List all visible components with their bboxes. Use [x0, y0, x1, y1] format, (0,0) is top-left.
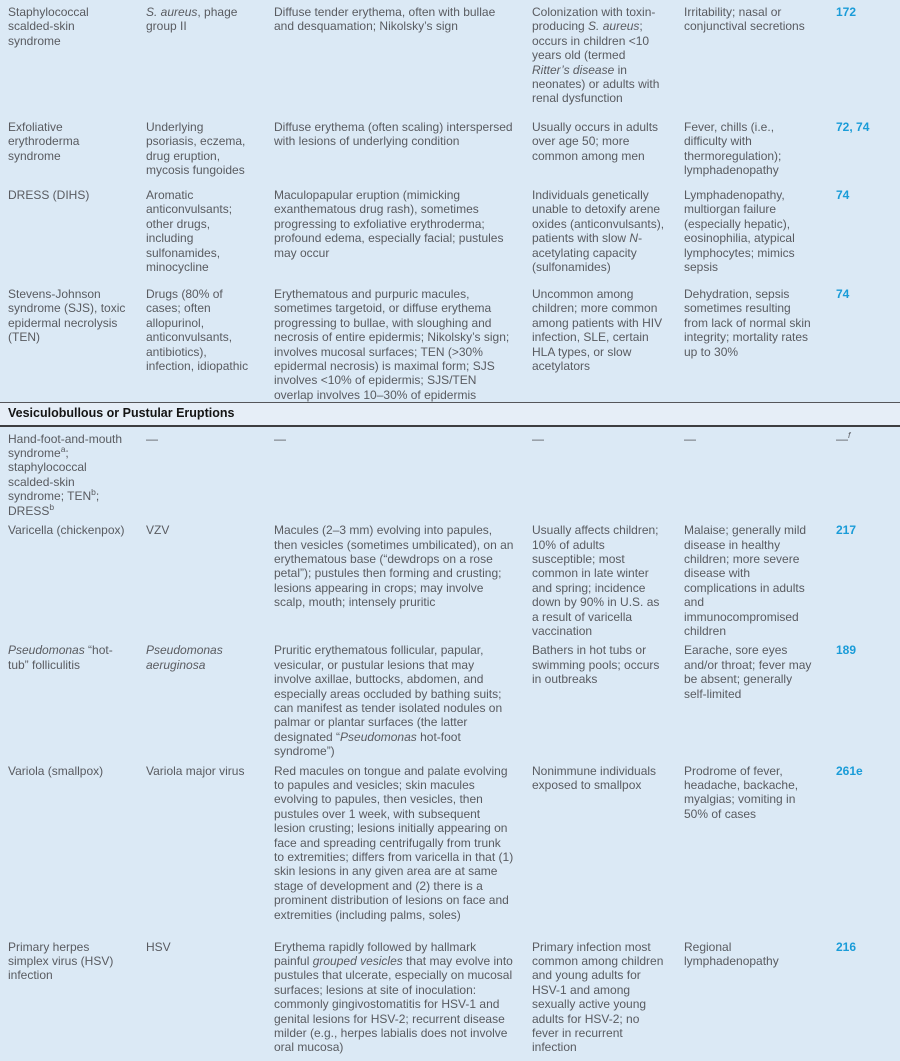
- table-row: [0, 426, 900, 518]
- etiology-cell: Aromatic anticonvulsants; other drugs, including sulfonamides, minocycline: [146, 188, 233, 275]
- population-cell: Usually affects children; 10% of adults susceptible; most common in late winter and spring; incidence down by 90% in U.S. as a result of varicella vaccination: [532, 523, 660, 638]
- disease-cell: Stevens-Johnson syndrome (SJS), toxic epidermal necrolysis (TEN): [8, 287, 126, 345]
- description-cell: Pruritic erythematous follicular, papular, vesicular, or pustular lesions that may involve axillae, buttocks, abdomen, and especially areas occluded by bathing suits; can manifest as tender isolated nodules on palmar or plantar surfaces (the latter designated “Pseudomonas hot-foot syndrome”): [274, 643, 503, 759]
- population-cell: Uncommon among children; more common among patients with HIV infection, SLE, certain HLA types, or slow acetylators: [532, 287, 663, 374]
- description-cell: Diffuse erythema (often scaling) interspersed with lesions of underlying condition: [274, 120, 513, 149]
- findings-cell: Dehydration, sepsis sometimes resulting from lack of normal skin integrity; mortality rates up to 30%: [684, 287, 811, 359]
- table-row: [0, 759, 900, 935]
- description-cell: Macules (2–3 mm) evolving into papules, then vesicles (sometimes umbilicated), on an erythematous base (“dewdrops on a rose petal”); pustules then forming and crusting; lesions appearing in crops; may involve scalp, mouth; intensely pruritic: [274, 523, 514, 610]
- findings-cell: Earache, sore eyes and/or throat; fever may be absent; generally self-limited: [684, 643, 812, 701]
- chapter-link[interactable]: 217: [836, 523, 857, 538]
- etiology-cell: Variola major virus: [146, 763, 245, 778]
- population-cell: Nonimmune individuals exposed to smallpox: [532, 763, 657, 792]
- description-cell: Erythematous and purpuric macules, sometimes targetoid, or diffuse erythema progressing to bullae, with sloughing and necrosis of entire epidermis; Nikolsky’s sign; involves mucosal surfaces; TEN (>30% epidermal necrosis) is maximal form; SJS involves <10% of epidermis; SJS/TEN overlap involves 10–30% of epidermis: [274, 287, 510, 402]
- disease-cell: Primary herpes simplex virus (HSV) infection: [8, 939, 114, 983]
- disease-cell: Varicella (chickenpox): [8, 523, 125, 538]
- population-cell: Primary infection most common among children and young adults for HSV-1 and among sexually active young adults for HSV-2; no fever in recurrent infection: [532, 939, 664, 1055]
- etiology-cell: HSV: [146, 939, 171, 954]
- chapter-link[interactable]: 216: [836, 939, 857, 954]
- disease-cell: DRESS (DIHS): [8, 188, 90, 202]
- disease-cell: Staphylococcal scalded-skin syndrome: [8, 5, 89, 48]
- table-row: [0, 638, 900, 758]
- etiology-cell: Drugs (80% of cases; often allopurinol, anticonvulsants, antibiotics), infection, idiopathic: [146, 287, 249, 374]
- table-row: [0, 518, 900, 638]
- disease-cell: Hand-foot-and-mouth syndrome$^a$; staphylococcal scalded-skin syndrome; TEN$^b$; DRESS$^b$: [8, 431, 123, 518]
- chapter-link[interactable]: 172: [836, 5, 857, 19]
- disease-cell: Pseudomonas “hot-tub” folliculitis: [8, 643, 113, 672]
- table-row: [0, 0, 900, 115]
- table-row: [0, 115, 900, 183]
- disease-cell: Variola (smallpox): [8, 763, 104, 778]
- chapter-link[interactable]: 72, 74: [836, 120, 870, 134]
- section-header-row: [0, 403, 900, 426]
- findings-cell: Irritability; nasal or conjunctival secretions: [684, 5, 805, 34]
- etiology-cell: Pseudomonas aeruginosa: [146, 643, 223, 672]
- description-cell: Diffuse tender erythema, often with bullae and desquamation; Nikolsky’s sign: [274, 5, 496, 34]
- etiology-cell: VZV: [146, 523, 170, 538]
- table-section-upper: [0, 0, 900, 403]
- table-section-band: [0, 403, 900, 426]
- description-cell: Red macules on tongue and palate evolving to papules and vesicles; skin macules evolving to papules, then vesicles, then pustules over 1 week, with subsequent lesion crusting; lesions initially appearing on face and spreading centrifugally from trunk to extremities; differs from varicella in that (1) skin lesions in any given area are at same stage of development and (2) there is a prominent distribution of lesions on face and extremities (including palms, soles): [274, 763, 514, 922]
- chapter-link[interactable]: 189: [836, 643, 857, 658]
- findings-cell: Malaise; generally mild disease in healthy children; more severe disease with complications in adults and immunocompromised children: [684, 523, 807, 638]
- findings-cell: Prodrome of fever, headache, backache, myalgias; vomiting in 50% of cases: [684, 763, 799, 821]
- population-cell: Usually occurs in adults over age 50; more common among men: [532, 120, 659, 163]
- etiology-cell: S. aureus, phage group II: [146, 5, 238, 34]
- disease-cell: Exfoliative erythroderma syndrome: [8, 120, 80, 163]
- chapter-link[interactable]: 74: [836, 188, 850, 202]
- population-cell: Individuals genetically unable to detoxify arene oxides (anticonvulsants), patients with slow N-acetylating capacity (sulfonamides): [532, 188, 665, 275]
- table-row: [0, 183, 900, 282]
- findings-cell: —: [684, 431, 696, 446]
- table-row: [0, 935, 900, 1061]
- etiology-cell: Underlying psoriasis, eczema, drug eruption, mycosis fungoides: [146, 120, 246, 178]
- table-section-lower: [0, 426, 900, 1061]
- population-cell: —: [532, 431, 544, 446]
- findings-cell: Lymphadenopathy, multiorgan failure (especially hepatic), eosinophilia, atypical lymphocytes; mimics sepsis: [684, 188, 795, 275]
- population-cell: Colonization with toxin-producing S. aureus; occurs in children <10 years old (termed Ritter’s disease in neonates) or adults with renal dysfunction: [532, 5, 660, 106]
- table-row: [0, 282, 900, 403]
- findings-cell: Fever, chills (i.e., difficulty with thermoregulation); lymphadenopathy: [684, 120, 782, 178]
- population-cell: Bathers in hot tubs or swimming pools; occurs in outbreaks: [532, 643, 660, 687]
- description-cell: —: [274, 431, 286, 446]
- description-cell: Erythema rapidly followed by hallmark painful grouped vesicles that may evolve into pustules that ulcerate, especially on mucosal surfaces; lesions at site of inoculation: commonly gingivostomatitis for HSV-1 and genital lesions for HSV-2; recurrent disease milder (e.g., herpes labialis does not involve oral mucosa): [274, 939, 513, 1055]
- section-header: Vesiculobullous or Pustular Eruptions: [0, 403, 900, 426]
- chapter-link[interactable]: 261e: [836, 763, 863, 778]
- chapter-cell: —$^f$: [836, 429, 851, 446]
- chapter-link[interactable]: 74: [836, 287, 850, 301]
- description-cell: Maculopapular eruption (mimicking exanthematous drug rash), sometimes progressing to exfoliative erythroderma; profound edema, especially facial; pustules may occur: [274, 188, 504, 260]
- etiology-cell: —: [146, 431, 158, 446]
- findings-cell: Regional lymphadenopathy: [684, 939, 779, 968]
